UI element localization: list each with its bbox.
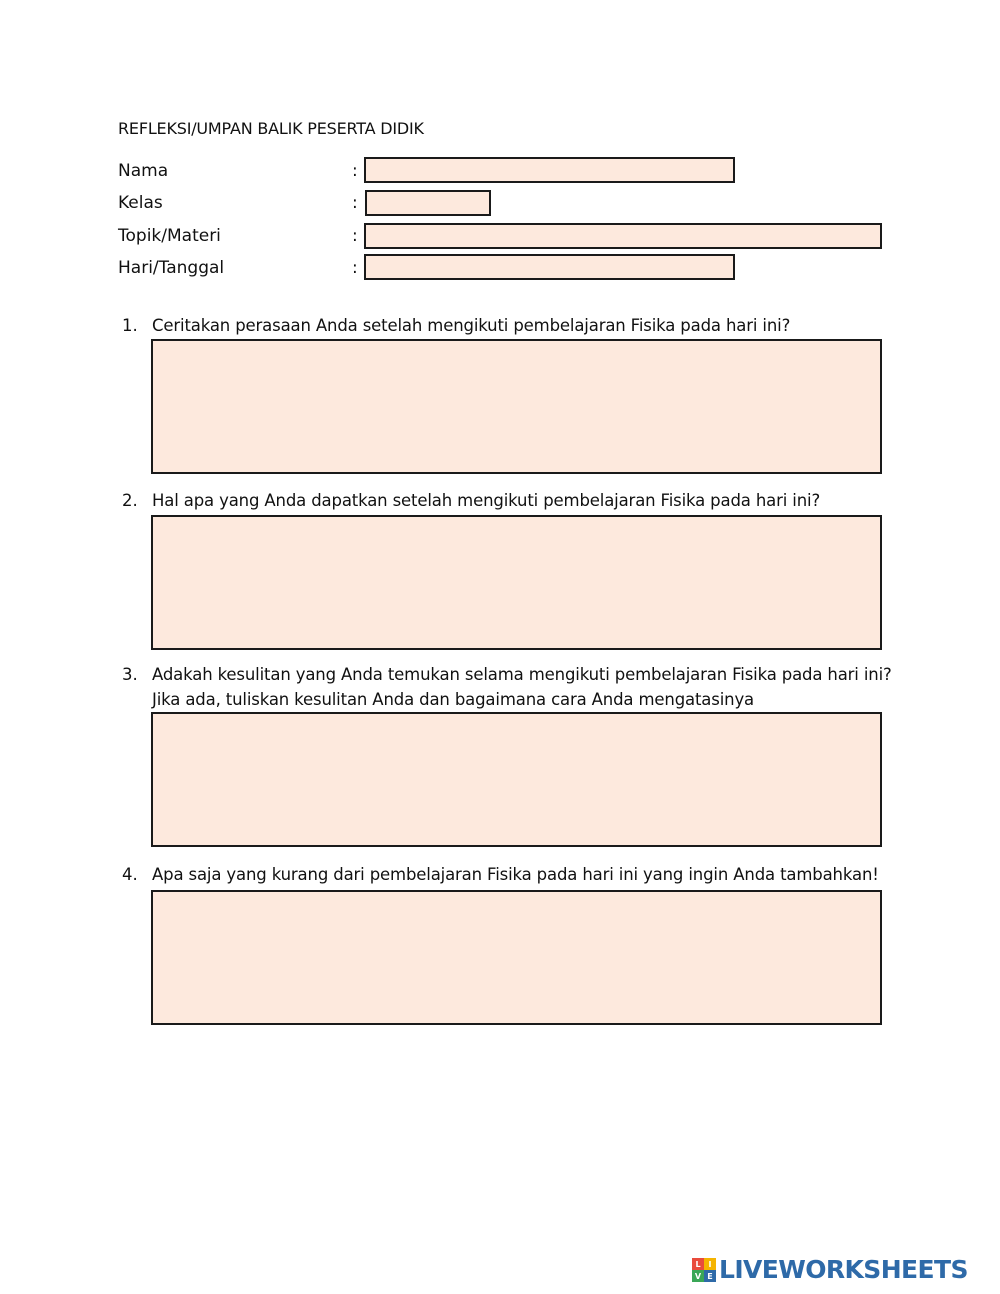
topik-materi-field[interactable] xyxy=(364,223,882,249)
info-label-topik-materi: Topik/Materi xyxy=(118,226,221,246)
question-number: 3. xyxy=(122,665,138,684)
logo-tile: I xyxy=(704,1258,716,1270)
info-separator: : xyxy=(352,226,358,246)
info-label-kelas: Kelas xyxy=(118,193,163,213)
liveworksheets-brand xyxy=(692,1254,968,1286)
logo-tile: L xyxy=(692,1258,704,1270)
info-label-nama: Nama xyxy=(118,161,169,181)
info-separator: : xyxy=(352,161,358,181)
answer-2-box[interactable] xyxy=(151,515,882,650)
question-3-text-line-1: Adakah kesulitan yang Anda temukan selama mengikuti pembelajaran Fisika pada hari ini? xyxy=(152,665,892,684)
info-separator: : xyxy=(352,193,358,213)
question-2-text: Hal apa yang Anda dapatkan setelah mengikuti pembelajaran Fisika pada hari ini? xyxy=(152,491,821,510)
question-number: 4. xyxy=(122,865,138,884)
info-label-hari-tanggal: Hari/Tanggal xyxy=(118,258,225,278)
logo-tile: V xyxy=(692,1270,704,1282)
hari-tanggal-field[interactable] xyxy=(364,254,735,280)
question-number: 2. xyxy=(122,491,138,510)
question-4-text: Apa saja yang kurang dari pembelajaran Fisika pada hari ini yang ingin Anda tambahkan! xyxy=(152,865,879,884)
question-3-text-line-2: Jika ada, tuliskan kesulitan Anda dan bagaimana cara Anda mengatasinya xyxy=(152,690,755,709)
question-number: 1. xyxy=(122,316,138,335)
answer-1-box[interactable] xyxy=(151,339,882,474)
kelas-field[interactable] xyxy=(365,190,491,216)
info-separator: : xyxy=(352,258,358,278)
brand-name: LIVEWORKSHEETS xyxy=(719,1255,968,1284)
liveworksheets-logo-icon xyxy=(692,1258,716,1282)
nama-field[interactable] xyxy=(364,157,735,183)
page-title: REFLEKSI/UMPAN BALIK PESERTA DIDIK xyxy=(118,119,424,138)
answer-4-box[interactable] xyxy=(151,890,882,1025)
question-1-text: Ceritakan perasaan Anda setelah mengikuti pembelajaran Fisika pada hari ini? xyxy=(152,316,791,335)
answer-3-box[interactable] xyxy=(151,712,882,847)
logo-tile: E xyxy=(704,1270,716,1282)
